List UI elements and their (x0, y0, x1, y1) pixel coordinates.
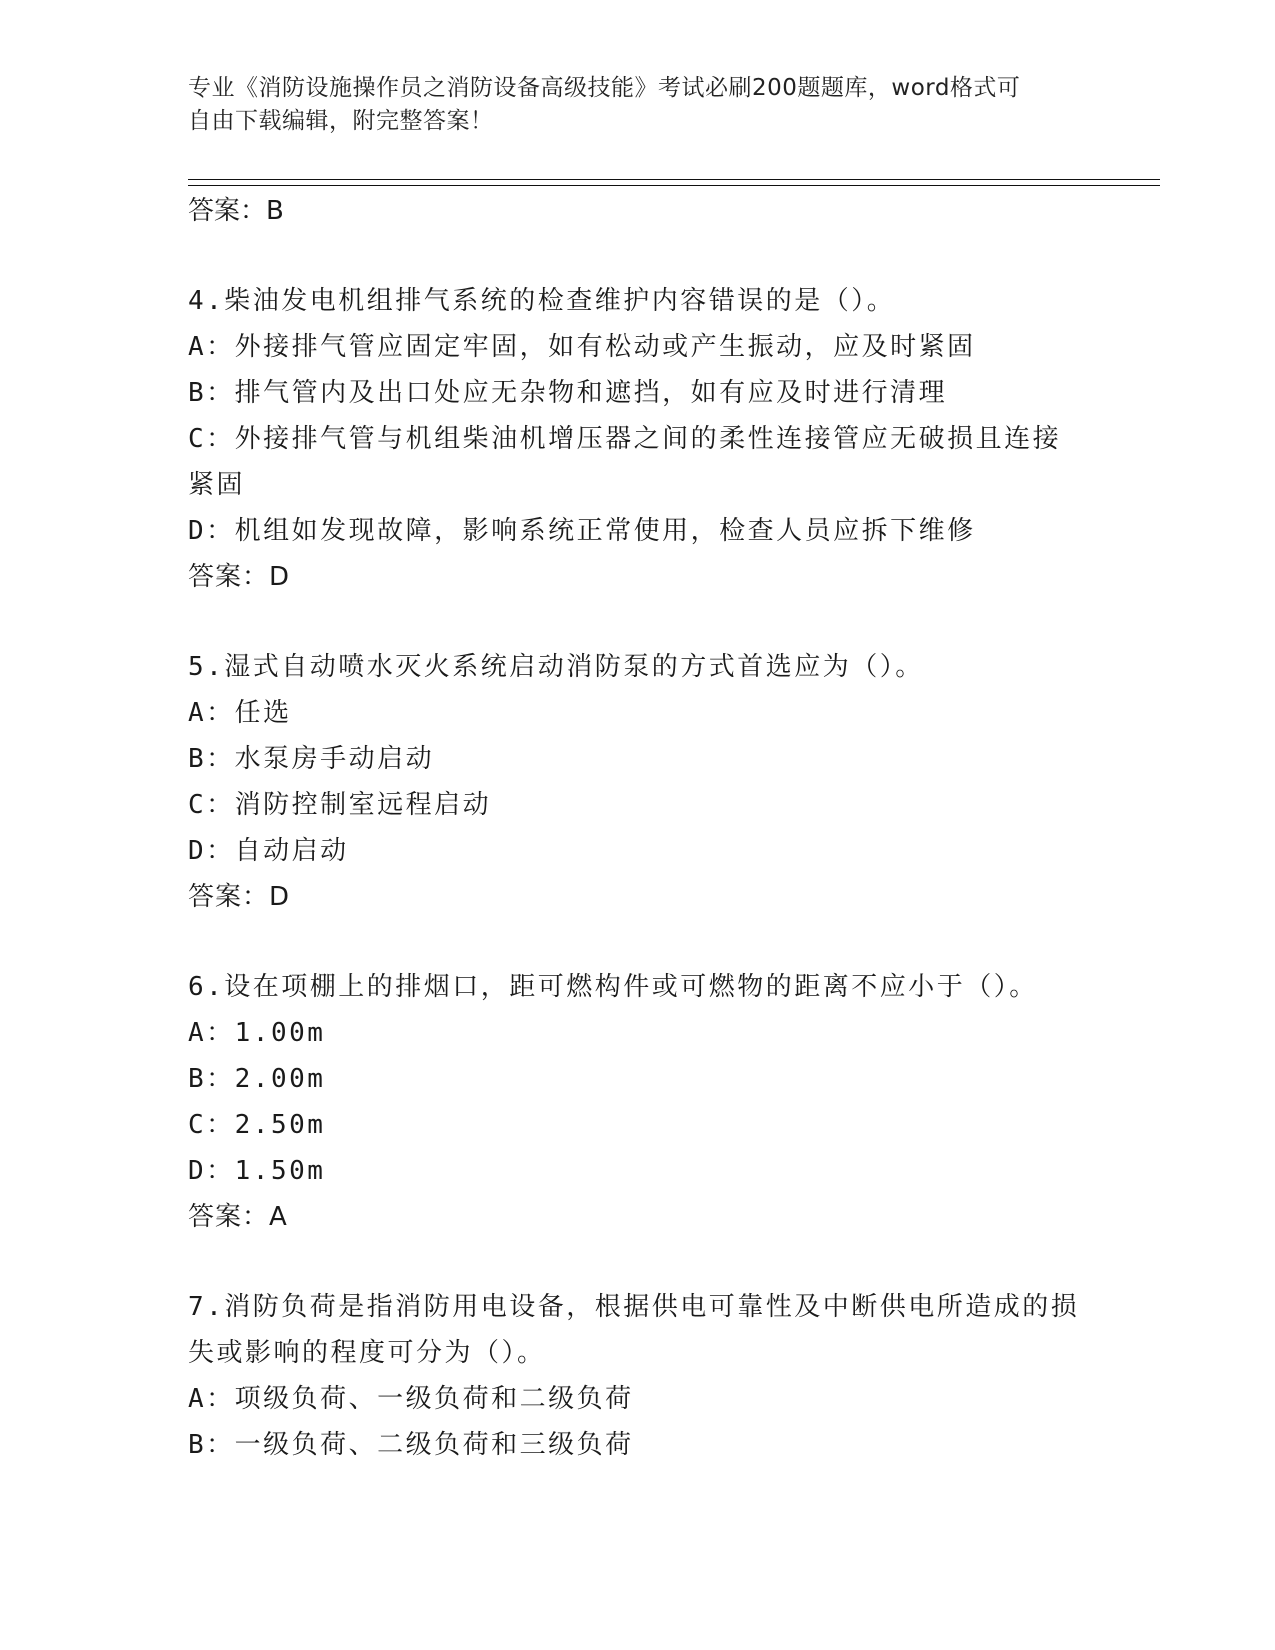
option-a: A：项级负荷、一级负荷和二级负荷 (188, 1384, 634, 1414)
question-item (188, 964, 1088, 1240)
header-divider-bottom (188, 185, 1160, 186)
question-text: 6.设在项棚上的排烟口，距可燃构件或可燃物的距离不应小于（）。 (188, 972, 1038, 1002)
answer-label: 答案：A (188, 1202, 288, 1232)
option-c: C：消防控制室远程启动 (188, 790, 492, 820)
document-header (188, 72, 1088, 138)
question-text: 4.柴油发电机组排气系统的检查维护内容错误的是（）。 (188, 286, 896, 316)
question-list (188, 188, 1088, 1468)
answer-label: 答案：D (188, 562, 291, 592)
answer-label: 答案：D (188, 882, 291, 912)
header-line-2: 自由下载编辑，附完整答案！ (188, 108, 494, 134)
answer-label: 答案：B (188, 196, 284, 226)
option-a: A：外接排气管应固定牢固，如有松动或产生振动，应及时紧固 (188, 332, 976, 362)
option-b: B：一级负荷、二级负荷和三级负荷 (188, 1430, 634, 1460)
question-item (188, 278, 1088, 600)
question-text: 5.湿式自动喷水灭火系统启动消防泵的方式首选应为（）。 (188, 652, 924, 682)
option-d: D：1.50m (188, 1156, 326, 1186)
question-text: 7.消防负荷是指消防用电设备，根据供电可靠性及中断供电所造成的损失或影响的程度可分为（）。 (188, 1292, 1080, 1368)
option-b: B：排气管内及出口处应无杂物和遮挡，如有应及时进行清理 (188, 378, 948, 408)
option-b: B：水泵房手动启动 (188, 744, 435, 774)
header-divider-top (188, 179, 1160, 180)
option-a: A：任选 (188, 698, 292, 728)
option-d: D：机组如发现故障，影响系统正常使用，检查人员应拆下维修 (188, 516, 976, 546)
option-b: B：2.00m (188, 1064, 326, 1094)
question-item (188, 1284, 1088, 1468)
header-line-1: 专业《消防设施操作员之消防设备高级技能》考试必刷200题题库，word格式可 (188, 75, 1021, 101)
question-item (188, 644, 1088, 920)
option-c: C：外接排气管与机组柴油机增压器之间的柔性连接管应无破损且连接紧固 (188, 424, 1062, 500)
option-c: C：2.50m (188, 1110, 326, 1140)
option-a: A：1.00m (188, 1018, 326, 1048)
option-d: D：自动启动 (188, 836, 349, 866)
